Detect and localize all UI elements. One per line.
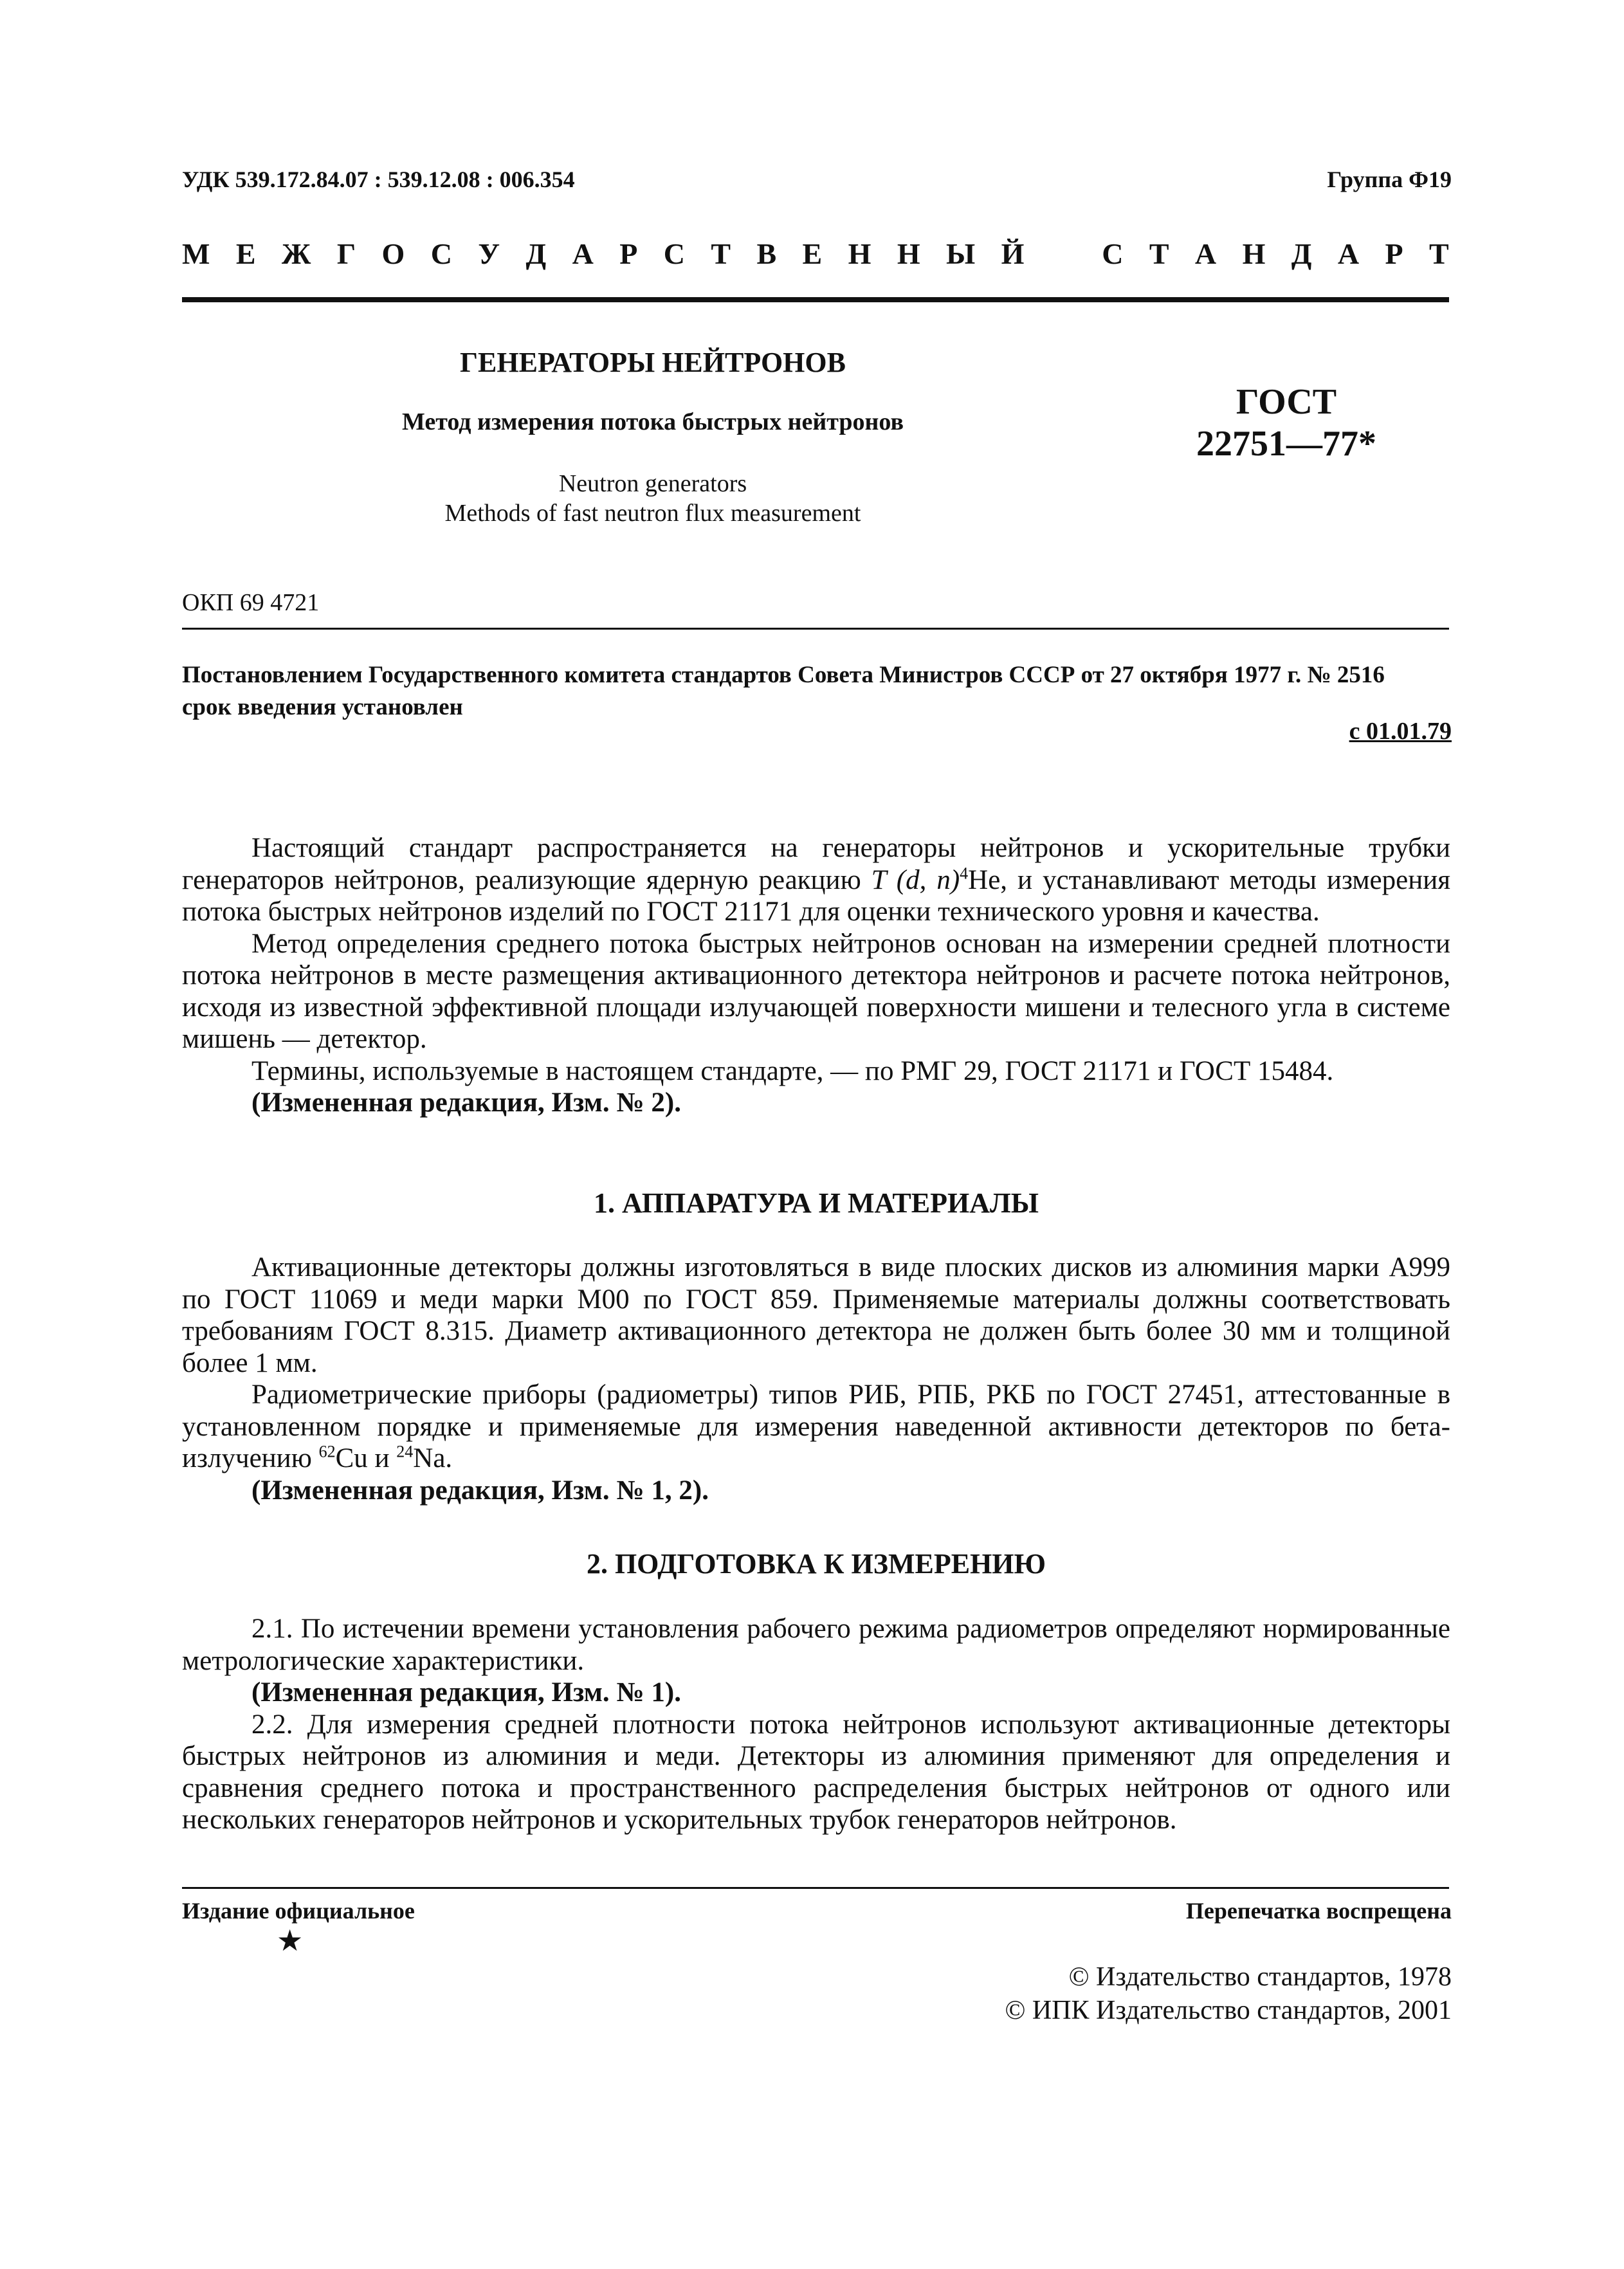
heading-letter: А xyxy=(1194,237,1217,270)
heading-letter: О xyxy=(381,237,405,270)
heading-letter: С xyxy=(430,237,452,270)
heading-letter: Н xyxy=(897,237,920,270)
heading-letter: Е xyxy=(235,237,256,270)
intro-text: He, и устанавливают методы измерения потока быстрых нейтронов изделий по ГОСТ 21171 для оценки технического уровня и качества. xyxy=(182,864,1450,927)
heading-letter: А xyxy=(1337,237,1360,270)
heading-letter: М xyxy=(182,237,210,270)
footer-rule xyxy=(182,1887,1449,1889)
heading-letter: Ы xyxy=(946,237,976,270)
amendment-note: (Измененная редакция, Изм. № 1, 2). xyxy=(251,1475,709,1506)
effective-date: с 01.01.79 xyxy=(1349,718,1452,745)
heading-letter: Н xyxy=(848,237,871,270)
intro-text: Настоящий стандарт распространяется на генераторы нейтронов и ускорительные трубки генераторов нейтронов, реализующие ядерную реакцию xyxy=(182,833,1450,895)
heading-letter: В xyxy=(756,237,777,270)
section-2-title: 2. ПОДГОТОВКА К ИЗМЕРЕНИЮ xyxy=(586,1548,1046,1580)
intro-section xyxy=(182,832,1450,1119)
intro-paragraph-3: Термины, используемые в настоящем стандарте, — по РМГ 29, ГОСТ 21171 и ГОСТ 15484. xyxy=(251,1055,1334,1086)
section-2-body xyxy=(182,1613,1450,1836)
star-icon: ★ xyxy=(277,1923,304,1958)
decree-deadline-label: срок введения установлен xyxy=(182,694,463,720)
official-edition: Издание официальное xyxy=(182,1898,415,1924)
heading-letter: С xyxy=(1102,237,1124,270)
heading-letter: Й xyxy=(1001,237,1025,270)
section-1-text: Cu и xyxy=(335,1443,397,1473)
group-code: Группа Ф19 xyxy=(1327,167,1452,192)
okp-rule xyxy=(182,628,1449,630)
heading-letter: Т xyxy=(711,237,731,270)
heading-letter: Р xyxy=(619,237,638,270)
english-subtitle: Methods of fast neutron flux measurement xyxy=(444,500,861,527)
heading-letter: С xyxy=(663,237,685,270)
intro-paragraph-2: Метод определения среднего потока быстрых нейтронов основан на измерении средней плотности потока нейтронов в месте размещения активационного детектора нейтронов и расчете потока нейтронов, исходя из известной эффективной площади излучающей поверхности мишени и телесного угла в системе мишень — детектор. xyxy=(182,928,1450,1054)
copyright-1978: © Издательство стандартов, 1978 xyxy=(1068,1962,1452,1992)
reprint-notice: Перепечатка воспрещена xyxy=(1185,1898,1452,1924)
heading-letter: Д xyxy=(1291,237,1312,270)
heading-letter: У xyxy=(478,237,500,270)
heading-letter: Р xyxy=(1385,237,1403,270)
okp-code: ОКП 69 4721 xyxy=(182,589,320,616)
gost-number: 22751—77* xyxy=(1196,424,1376,464)
heading-letter: А xyxy=(572,237,594,270)
heading-letter: Н xyxy=(1242,237,1266,270)
section-1-paragraph-2 xyxy=(182,1379,1450,1475)
intro-paragraph-1 xyxy=(182,832,1450,928)
heading-letter: Т xyxy=(1428,237,1449,270)
section-1-text: Na. xyxy=(413,1443,453,1473)
mass-number: 4 xyxy=(960,864,969,883)
reaction-formula: T (d, n) xyxy=(871,864,960,895)
header-rule xyxy=(182,297,1449,302)
amendment-note: (Измененная редакция, Изм. № 2). xyxy=(251,1088,681,1118)
amendment-note: (Измененная редакция, Изм. № 1). xyxy=(251,1677,681,1708)
heading-letter: Т xyxy=(1149,237,1169,270)
heading-letter: Г xyxy=(336,237,356,270)
document-subtitle: Метод измерения потока быстрых нейтронов xyxy=(402,408,904,435)
section-2-paragraph-1: 2.1. По истечении времени установления рабочего режима радиометров определяют нормированные метрологические характеристики. xyxy=(182,1614,1450,1676)
udk-code: УДК 539.172.84.07 : 539.12.08 : 006.354 xyxy=(182,167,575,192)
document-title: ГЕНЕРАТОРЫ НЕЙТРОНОВ xyxy=(460,347,846,378)
section-1-text: Радиометрические приборы (радиометры) типов РИБ, РПБ, РКБ по ГОСТ 27451, аттестованные в установленном порядке и применяемые для измерения наведенной активности детекторов по бета-излучению xyxy=(182,1380,1450,1473)
decree-text: Постановлением Государственного комитета стандартов Совета Министров СССР от 27 октября 1977 г. № 2516 xyxy=(182,662,1385,688)
isotope-mass-number: 24 xyxy=(396,1442,414,1461)
english-title: Neutron generators xyxy=(558,470,747,497)
section-1-paragraph-1: Активационные детекторы должны изготовляться в виде плоских дисков из алюминия марки А999 по ГОСТ 11069 и меди марки М00 по ГОСТ 859. Применяемые материалы должны соответствовать требованиям ГОСТ 8.315. Диаметр активационного детектора не должен быть более 30 мм и толщиной более 1 мм. xyxy=(182,1252,1450,1378)
copyright-2001: © ИПК Издательство стандартов, 2001 xyxy=(1005,1996,1452,2025)
standard-type-heading xyxy=(182,237,1449,271)
section-1-body xyxy=(182,1252,1450,1506)
heading-letter: Е xyxy=(802,237,823,270)
gost-label: ГОСТ xyxy=(1236,382,1337,422)
section-1-title: 1. АППАРАТУРА И МАТЕРИАЛЫ xyxy=(594,1187,1039,1219)
isotope-mass-number: 62 xyxy=(318,1442,336,1461)
heading-letter: Д xyxy=(525,237,547,270)
section-2-paragraph-2: 2.2. Для измерения средней плотности потока нейтронов используют активационные детекторы быстрых нейтронов из алюминия и меди. Детекторы из алюминия применяют для определения и сравнения среднего потока и пространственного распределения быстрых нейтронов от одного или нескольких генераторов нейтронов и ускорительных трубок генераторов нейтронов. xyxy=(182,1709,1450,1835)
heading-letter: Ж xyxy=(281,237,311,270)
heading-letter xyxy=(1050,237,1076,271)
